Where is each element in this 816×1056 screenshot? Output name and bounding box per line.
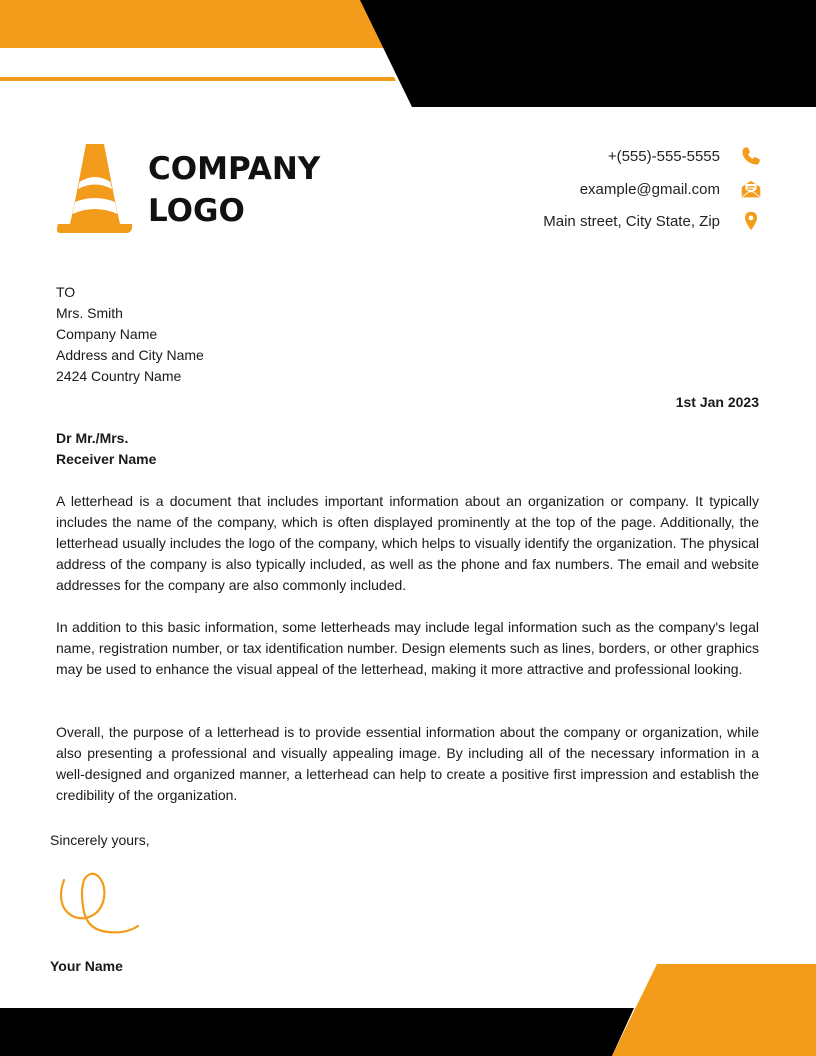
logo-icon xyxy=(56,144,134,234)
salutation-line-2: Receiver Name xyxy=(56,451,157,467)
logo-line-2: LOGO xyxy=(148,193,245,229)
contact-phone xyxy=(608,144,762,168)
contact-address xyxy=(543,209,762,233)
contact-email xyxy=(580,177,762,201)
recipient-company: Company Name xyxy=(56,326,158,342)
logo-line-1: COMPANY xyxy=(148,151,321,187)
closing: Sincerely yours, xyxy=(50,832,150,848)
recipient-country: 2424 Country Name xyxy=(56,368,182,384)
company-logo-text xyxy=(148,148,348,232)
traffic-cone-icon xyxy=(56,144,134,234)
map-pin-icon xyxy=(740,210,762,232)
body-paragraph-2: In addition to this basic information, some letterheads may include legal information such as the company's legal name, registration number, or tax identification number. Design elements such as lines, borders, or other graphics may be used to enhance the visual appeal of the letterhead, making it more attractive and professional looking. xyxy=(56,619,759,677)
recipient-address: Address and City Name xyxy=(56,347,204,363)
recipient-to: TO xyxy=(56,284,76,300)
address-text: Main street, City State, Zip xyxy=(543,212,720,230)
salutation xyxy=(56,428,156,470)
recipient-block xyxy=(56,282,204,387)
signature-name: Your Name xyxy=(50,958,123,974)
recipient-name: Mrs. Smith xyxy=(56,305,123,321)
envelope-icon xyxy=(740,178,762,200)
phone-text[interactable]: +(555)-555-5555 xyxy=(607,147,720,165)
email-text[interactable]: example@gmail.com xyxy=(579,180,720,198)
signature xyxy=(56,868,146,940)
salutation-line-1: Dr Mr./Mrs. xyxy=(56,430,129,446)
body-paragraph-3: Overall, the purpose of a letterhead is to provide essential information about the company or organization, while also presenting a professional and visually appealing image. By including all of the necessary information in a well-designed and organized manner, a letterhead can help to create a positive first impression and establish the credibility of the organization. xyxy=(56,724,759,803)
letter-date: 1st Jan 2023 xyxy=(675,394,759,410)
phone-icon xyxy=(740,145,762,167)
header-decoration xyxy=(0,0,816,110)
body-paragraph-1: A letterhead is a document that includes important information about an organization or company. It typically includes the name of the company, which is often displayed prominently at the top of the page. Additionally, the letterhead usually includes the logo of the company, which helps to visually identify the organization. The physical address of the company is also typically included, as well as the phone and fax numbers. The email and website addresses for the company are also commonly included. xyxy=(56,493,759,593)
